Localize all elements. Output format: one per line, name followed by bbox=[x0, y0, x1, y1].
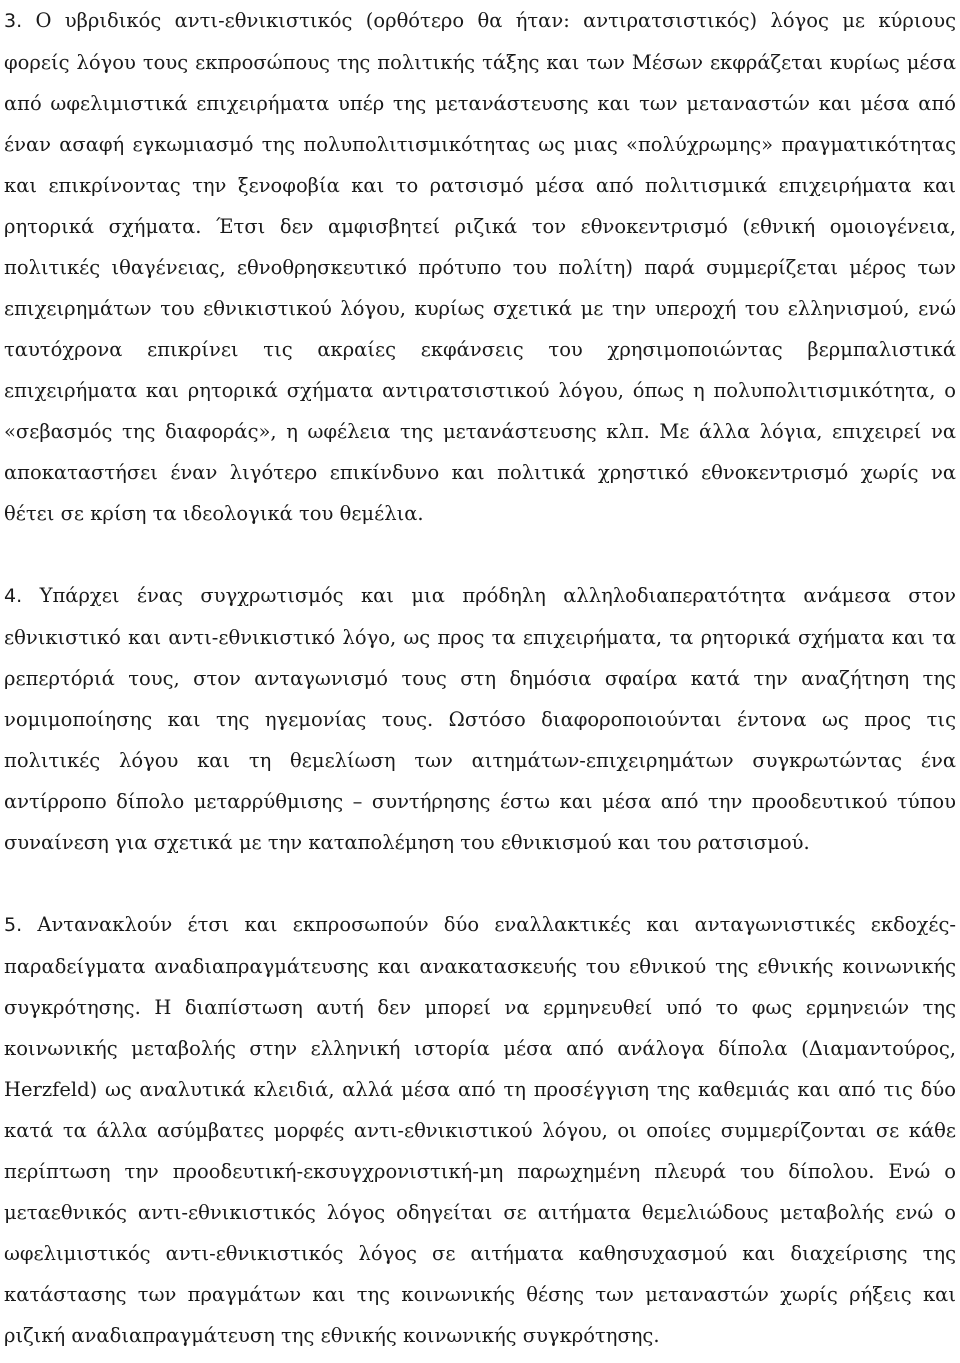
paragraph-number: 3. bbox=[4, 10, 23, 32]
paragraph-text: Υπάρχει ένας συγχρωτισμός και μια πρόδηλη αλληλοδιαπερατότητα ανάμεσα στον εθνικιστικό και αντι-εθνικιστικό λόγο, ως προς τα επιχειρήματα, τα ρητορικά σχήματα και τα ρεπερτόριά τους, στον ανταγωνισμό τους στη δημόσια σφαίρα κατά την αναζήτηση της νομιμοποίησης και της ηγεμονίας τους. Ωστόσο διαφοροποιούνται έντονα ως προς τις πολιτικές λόγου και τη θεμελίωση των αιτημάτων-επιχειρημάτων συγκρωτώντας ένα αντίρροπο δίπολο μεταρρύθμισης – συντήρησης έστω και μέσα από την προοδευτικού τύπου συναίνεση για σχετικά με την καταπολέμηση του εθνικισμού και του ρατσισμού. bbox=[4, 584, 957, 854]
paragraph-number: 5. bbox=[4, 914, 23, 936]
paragraph-number: 4. bbox=[4, 585, 23, 607]
paragraph-4 bbox=[4, 575, 956, 863]
document-page bbox=[4, 0, 956, 1356]
paragraph-5 bbox=[4, 904, 956, 1356]
paragraph-3 bbox=[4, 0, 956, 534]
paragraph-text: Αντανακλούν έτσι και εκπροσωπούν δύο εναλλακτικές και ανταγωνιστικές εκδοχές-παραδείγματα αναδιαπραγμάτευσης και ανακατασκευής του εθνικού της εθνικής κοινωνικής συγκρότησης. Η διαπίστωση αυτή δεν μπορεί να ερμηνευθεί υπό το φως ερμηνειών της κοινωνικής μεταβολής στην ελληνική ιστορία μέσα από ανάλογα δίπολα (Διαμαντούρος, Herzfeld) ως αναλυτικά κλειδιά, αλλά μέσα από τη προσέγγιση της καθεμιάς και από τις δύο κατά τα άλλα ασύμβατες μορφές αντι-εθνικιστικού λόγου, οι οποίες συμμερίζονται σε κάθε περίπτωση την προοδευτική-εκσυγχρονιστική-μη παρωχημένη πλευρά του δίπολου. Ενώ ο μεταεθνικός αντι-εθνικιστικός λόγος οδηγείται σε αιτήματα θεμελιώδους μεταβολής ενώ ο ωφελιμιστικός αντι-εθνικιστικός λόγος σε αιτήματα καθησυχασμού και διαχείρισης της κατάστασης των πραγμάτων και της κοινωνικής θέσης των μεταναστών χωρίς ρήξεις και ριζική αναδιαπραγμάτευση της εθνικής κοινωνικής συγκρότησης. bbox=[4, 913, 956, 1347]
paragraph-text: Ο υβριδικός αντι-εθνικιστικός (ορθότερο θα ήταν: αντιρατσιστικός) λόγος με κύριους φορείς λόγου τους εκπροσώπους της πολιτικής τάξης και των Μέσων εκφράζεται κυρίως μέσα από ωφελιμιστικά επιχειρήματα υπέρ της μετανάστευσης και των μεταναστών και μέσα από έναν ασαφή εγκωμιασμό της πολυπολιτισμικότητας ως μιας «πολύχρωμης» πραγματικότητας και επικρίνοντας την ξενοφοβία και το ρατσισμό μέσα από πολιτισμικά επιχειρήματα και ρητορικά σχήματα. Έτσι δεν αμφισβητεί ριζικά τον εθνοκεντρισμό (εθνική ομοιογένεια, πολιτικές ιθαγένειας, εθνοθρησκευτικό πρότυπο του πολίτη) παρά συμμερίζεται μέρος των επιχειρημάτων του εθνικιστικού λόγου, κυρίως σχετικά με την υπεροχή του ελληνισμού, ενώ ταυτόχρονα επικρίνει τις ακραίες εκφάνσεις του χρησιμοποιώντας βερμπαλιστικά επιχειρήματα και ρητορικά σχήματα αντιρατσιστικού λόγου, όπως η πολυπολιτισμικότητα, ο «σεβασμός της διαφοράς», η ωφέλεια της μετανάστευσης κλπ. Με άλλα λόγια, επιχειρεί να αποκαταστήσει έναν λιγότερο επικίνδυνο και πολιτικά χρηστικό εθνοκεντρισμό χωρίς να θέτει σε κρίση τα ιδεολογικά του θεμέλια. bbox=[4, 9, 956, 525]
